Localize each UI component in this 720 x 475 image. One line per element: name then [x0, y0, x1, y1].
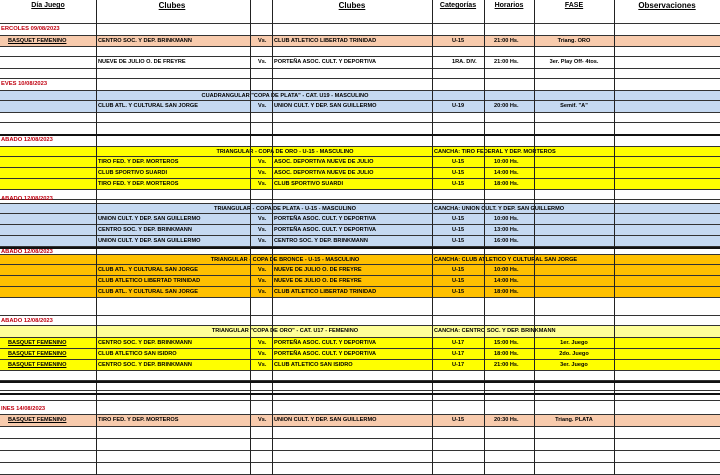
- column-divider: [614, 0, 615, 475]
- sport-label: BASQUET FEMENINO: [8, 362, 67, 368]
- empty-row: [0, 371, 720, 381]
- day-label: ERCOLES 09/08/2023: [1, 26, 60, 32]
- home-club: CLUB ATLETICO SAN ISIDRO: [98, 351, 177, 357]
- day-label: INES 14/08/2023: [1, 406, 46, 412]
- section-separator: [0, 134, 720, 136]
- phase: 1er. Juego: [560, 340, 588, 346]
- match-time: 21:00 Hs.: [494, 38, 519, 44]
- match-time: 16:00 Hs.: [494, 238, 519, 244]
- column-divider: [96, 0, 97, 475]
- table-row: [0, 157, 720, 168]
- phase: Semif. "A": [560, 103, 588, 109]
- match-time: 18:00 Hs.: [494, 351, 519, 357]
- day-row: [0, 194, 720, 204]
- phase: Triang. PLATA: [555, 417, 593, 423]
- header-clubes-2: Clubes: [338, 1, 366, 10]
- category: U-15: [452, 289, 465, 295]
- header-horarios: Horarios: [494, 2, 524, 9]
- header-observaciones: Observaciones: [638, 1, 696, 10]
- away-club: PORTEÑA ASOC. CULT. Y DEPORTIVA: [274, 59, 377, 65]
- day-row: [0, 135, 720, 147]
- match-time: 10:00 Hs.: [494, 159, 519, 165]
- table-row: [0, 36, 720, 47]
- vs-label: Vs.: [258, 216, 267, 222]
- match-time: 13:00 Hs.: [494, 227, 519, 233]
- empty-row: [0, 113, 720, 123]
- match-time: 20:30 Hs.: [494, 417, 519, 423]
- home-club: UNION CULT. Y DEP. SAN GUILLERMO: [98, 216, 201, 222]
- category: 1RA. DIV.: [452, 59, 477, 65]
- day-row: [0, 404, 720, 415]
- table-row: [0, 225, 720, 236]
- header-fase: FASE: [564, 2, 584, 9]
- day-row: [0, 316, 720, 326]
- match-time: 10:00 Hs.: [494, 267, 519, 273]
- day-label: ABADO 12/08/2023: [1, 318, 53, 324]
- day-row: [0, 79, 720, 91]
- table-row: [0, 236, 720, 247]
- away-club: UNION CULT. Y DEP. SAN GUILLERMO: [274, 417, 377, 423]
- category: U-15: [452, 278, 465, 284]
- day-label: ABADO 12/08/2023: [1, 196, 53, 202]
- day-row: [0, 24, 720, 36]
- tournament-title-row: [0, 326, 720, 338]
- category: U-17: [452, 362, 465, 368]
- match-time: 14:00 Hs.: [494, 170, 519, 176]
- category: U-15: [452, 216, 465, 222]
- match-time: 21:00 Hs.: [494, 59, 519, 65]
- away-club: ASOC. DEPORTIVA NUEVE DE JULIO: [274, 170, 374, 176]
- sport-label: BASQUET FEMENINO: [8, 340, 67, 346]
- away-club: CENTRO SOC. Y DEP. BRINKMANN: [274, 238, 368, 244]
- home-club: UNION CULT. Y DEP. SAN GUILLERMO: [98, 238, 201, 244]
- tournament-title: CUADRANGULAR "COPA DE PLATA" - CAT. U19 - MASCULINO: [201, 93, 369, 99]
- away-club: CLUB ATLETICO LIBERTAD TRINIDAD: [274, 38, 377, 44]
- vs-label: Vs.: [258, 38, 267, 44]
- table-row: [0, 415, 720, 427]
- match-time: 15:00 Hs.: [494, 340, 519, 346]
- day-label: ABADO 12/08/2023: [1, 137, 53, 143]
- tournament-title: TRIANGULAR - COPA DE PLATA - U-15 - MASCULINO: [214, 206, 356, 212]
- away-club: PORTEÑA ASOC. CULT. Y DEPORTIVA: [274, 227, 377, 233]
- vs-label: Vs.: [258, 340, 267, 346]
- table-row: [0, 57, 720, 69]
- column-divider: [534, 0, 535, 475]
- empty-row: [0, 439, 720, 451]
- away-club: PORTEÑA ASOC. CULT. Y DEPORTIVA: [274, 216, 377, 222]
- vs-label: Vs.: [258, 170, 267, 176]
- venue-label: CANCHA: CLUB ATLETICO Y CULTURAL SAN JORGE: [434, 257, 578, 263]
- sport-label: BASQUET FEMENINO: [8, 417, 67, 423]
- away-club: NUEVE DE JULIO O. DE FREYRE: [274, 278, 362, 284]
- tournament-title-row: [0, 255, 720, 265]
- match-time: 18:00 Hs.: [494, 181, 519, 187]
- table-row: [0, 338, 720, 349]
- away-club: ASOC. DEPORTIVA NUEVE DE JULIO: [274, 159, 374, 165]
- vs-label: Vs.: [258, 181, 267, 187]
- header-categorias: Categorías: [439, 2, 477, 9]
- empty-row: [0, 451, 720, 463]
- header-clubes-1: Clubes: [158, 1, 186, 10]
- tournament-title: TRIANGULAR - COPA DE ORO - U-15 - MASCULINO: [216, 149, 354, 155]
- section-separator: [0, 393, 720, 395]
- home-club: CENTRO SOC. Y DEP. BRINKMANN: [98, 362, 192, 368]
- sport-label: BASQUET FEMENINO: [8, 38, 67, 44]
- table-row: [0, 349, 720, 360]
- empty-row: [0, 69, 720, 79]
- vs-label: Vs.: [258, 417, 267, 423]
- venue-label: CANCHA: UNION CULT. Y DEP. SAN GUILLERMO: [434, 206, 565, 212]
- match-time: 18:00 Hs.: [494, 289, 519, 295]
- vs-label: Vs.: [258, 362, 267, 368]
- home-club: CLUB ATLETICO LIBERTAD TRINIDAD: [98, 278, 201, 284]
- category: U-15: [452, 38, 465, 44]
- header-dia: Día Juego: [31, 2, 65, 9]
- category: U-17: [452, 340, 465, 346]
- venue-label: CANCHA: CENTRO SOC. Y DEP. BRINKMANN: [434, 328, 556, 334]
- empty-row: [0, 47, 720, 57]
- home-club: NUEVE DE JULIO O. DE FREYRE: [98, 59, 186, 65]
- table-row: [0, 265, 720, 276]
- category: U-15: [452, 417, 465, 423]
- home-club: TIRO FED. Y DEP. MORTEROS: [98, 417, 179, 423]
- table-row: [0, 276, 720, 287]
- table-row: [0, 168, 720, 179]
- column-divider: [432, 0, 433, 475]
- column-divider: [272, 0, 273, 475]
- home-club: CLUB ATL. Y CULTURAL SAN JORGE: [98, 289, 198, 295]
- tournament-title: TRIANGULAR "COPA DE ORO" - CAT. U17 - FEMENINO: [211, 328, 359, 334]
- home-club: CENTRO SOC. Y DEP. BRINKMANN: [98, 227, 192, 233]
- away-club: PORTEÑA ASOC. CULT. Y DEPORTIVA: [274, 351, 377, 357]
- category: U-15: [452, 159, 465, 165]
- empty-row: [0, 298, 720, 316]
- vs-label: Vs.: [258, 59, 267, 65]
- empty-row: [0, 14, 720, 24]
- venue-label: CANCHA: TIRO FEDERAL Y DEP. MORTEROS: [434, 149, 556, 155]
- phase: 3er. Juego: [560, 362, 588, 368]
- category: U-15: [452, 170, 465, 176]
- table-row: [0, 101, 720, 113]
- table-row: [0, 287, 720, 298]
- day-label: ABADO 12/08/2023: [1, 249, 53, 255]
- away-club: PORTEÑA ASOC. CULT. Y DEPORTIVA: [274, 340, 377, 346]
- vs-label: Vs.: [258, 103, 267, 109]
- away-club: CLUB ATLETICO SAN ISIDRO: [274, 362, 353, 368]
- empty-row: [0, 427, 720, 439]
- away-club: CLUB SPORTIVO SUARDI: [274, 181, 343, 187]
- sport-label: BASQUET FEMENINO: [8, 351, 67, 357]
- away-club: CLUB ATLETICO LIBERTAD TRINIDAD: [274, 289, 377, 295]
- category: U-15: [452, 267, 465, 273]
- home-club: TIRO FED. Y DEP. MORTEROS: [98, 159, 179, 165]
- match-time: 10:00 Hs.: [494, 216, 519, 222]
- phase: 3er. Play Off- 4tos.: [549, 59, 599, 65]
- vs-label: Vs.: [258, 289, 267, 295]
- tournament-title-row: [0, 91, 720, 101]
- category: U-15: [452, 238, 465, 244]
- tournament-title: TRIANGULAR - COPA DE BRONCE - U-15 - MASCULINO: [210, 257, 360, 263]
- table-row: [0, 214, 720, 225]
- table-row: [0, 179, 720, 190]
- tournament-title-row: [0, 204, 720, 214]
- category: U-15: [452, 227, 465, 233]
- tournament-title-row: [0, 147, 720, 157]
- vs-label: Vs.: [258, 278, 267, 284]
- match-time: 21:00 Hs.: [494, 362, 519, 368]
- away-club: NUEVE DE JULIO O. DE FREYRE: [274, 267, 362, 273]
- home-club: CLUB ATL. Y CULTURAL SAN JORGE: [98, 267, 198, 273]
- home-club: CLUB ATL. Y CULTURAL SAN JORGE: [98, 103, 198, 109]
- category: U-17: [452, 351, 465, 357]
- vs-label: Vs.: [258, 351, 267, 357]
- day-label: EVES 10/08/2023: [1, 81, 48, 87]
- match-time: 20:00 Hs.: [494, 103, 519, 109]
- home-club: CENTRO SOC. Y DEP. BRINKMANN: [98, 38, 192, 44]
- home-club: TIRO FED. Y DEP. MORTEROS: [98, 181, 179, 187]
- vs-label: Vs.: [258, 238, 267, 244]
- section-separator: [0, 381, 720, 383]
- empty-row: [0, 463, 720, 475]
- match-time: 14:00 Hs.: [494, 278, 519, 284]
- vs-label: Vs.: [258, 267, 267, 273]
- section-separator: [0, 247, 720, 249]
- phase: Triang. ORO: [557, 38, 591, 44]
- home-club: CENTRO SOC. Y DEP. BRINKMANN: [98, 340, 192, 346]
- column-divider: [484, 0, 485, 475]
- home-club: CLUB SPORTIVO SUARDI: [98, 170, 167, 176]
- category: U-19: [452, 103, 465, 109]
- phase: 2do. Juego: [559, 351, 589, 357]
- vs-label: Vs.: [258, 227, 267, 233]
- vs-label: Vs.: [258, 159, 267, 165]
- away-club: UNION CULT. Y DEP. SAN GUILLERMO: [274, 103, 377, 109]
- table-row: [0, 360, 720, 371]
- column-divider: [250, 0, 251, 475]
- category: U-15: [452, 181, 465, 187]
